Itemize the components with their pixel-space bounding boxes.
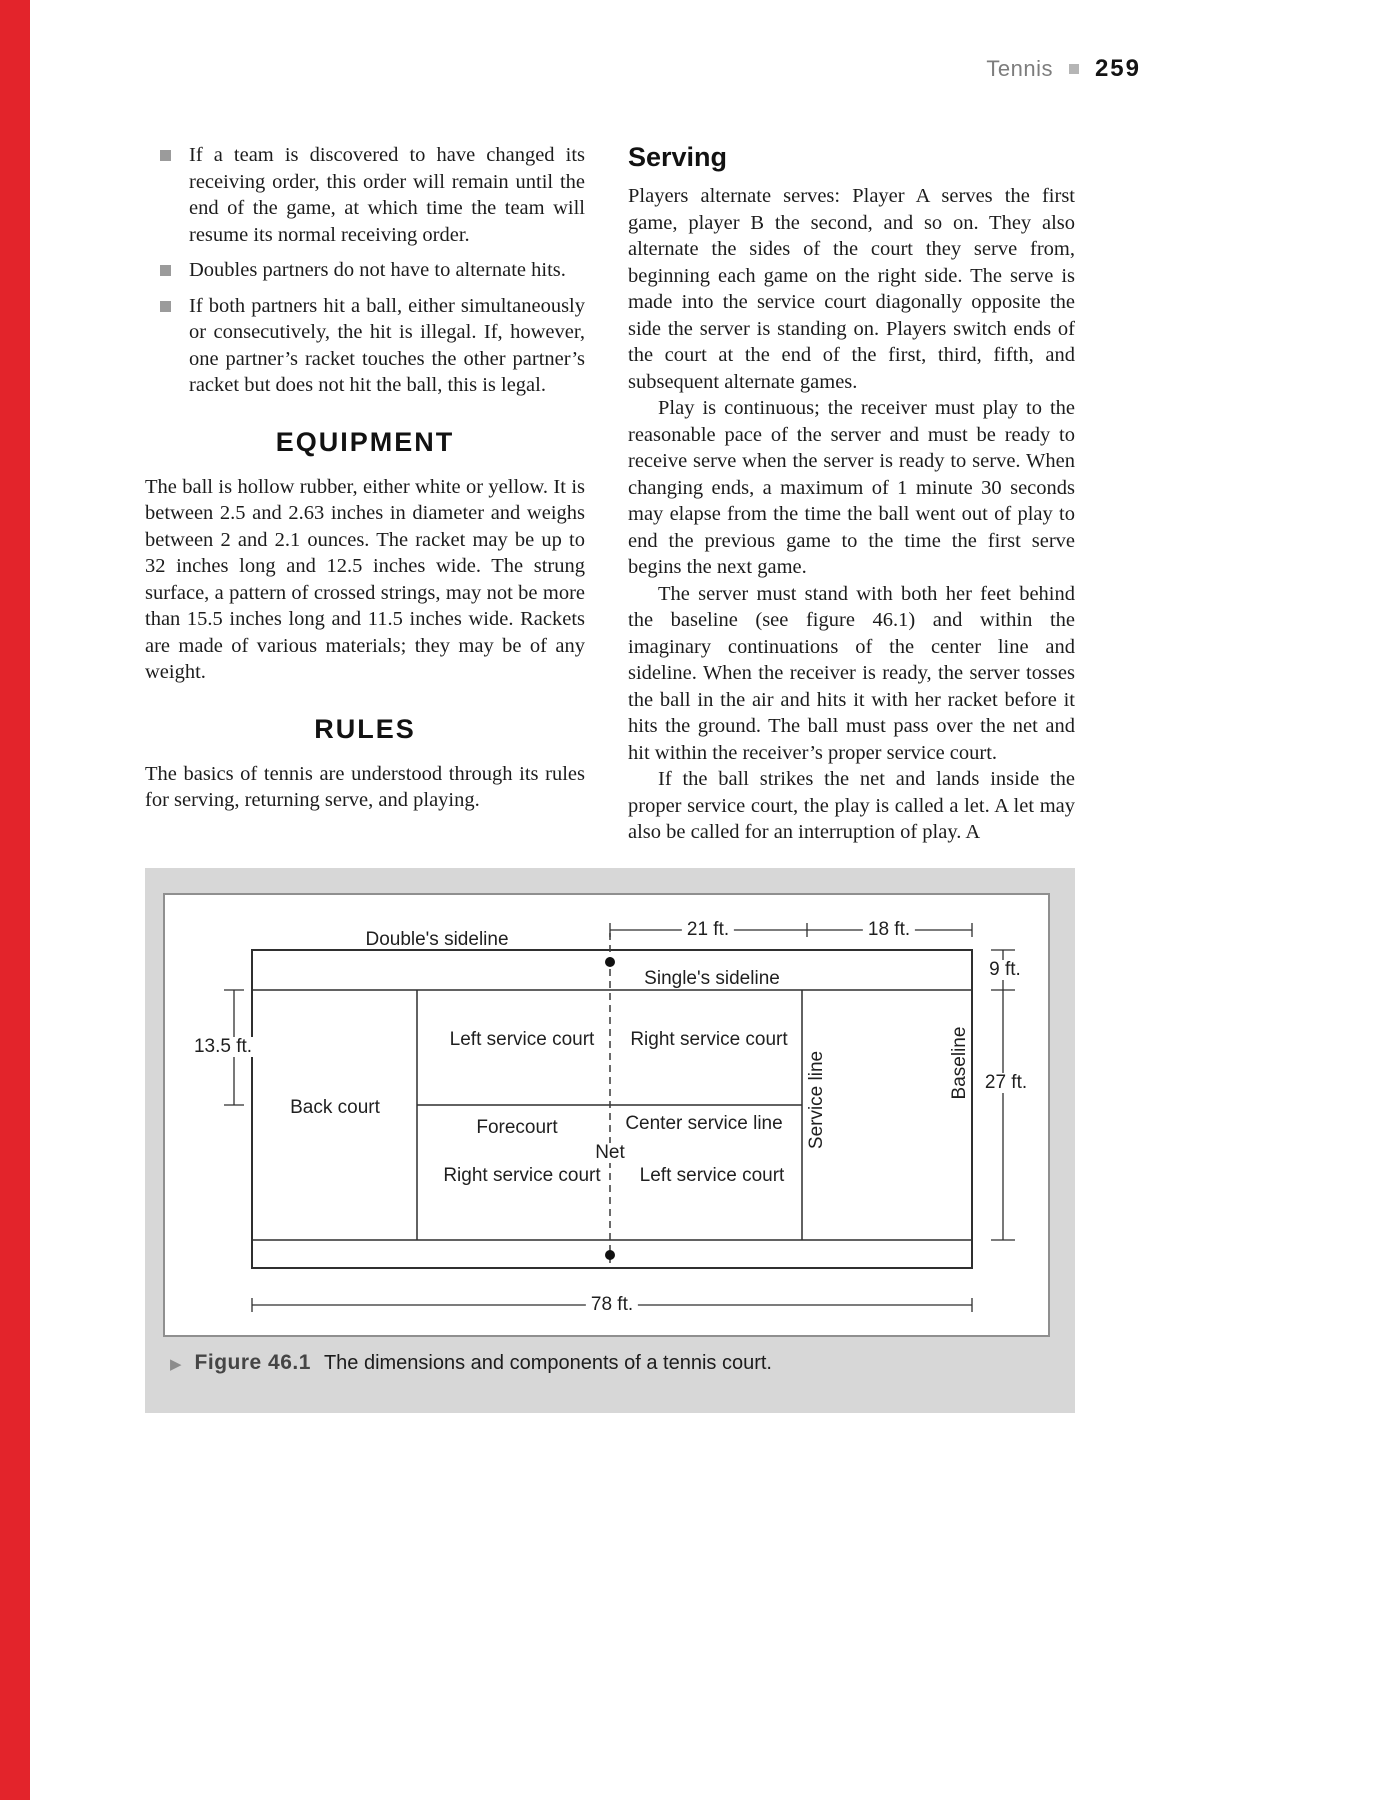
dimension-27ft-label: 27 ft. bbox=[980, 1073, 1032, 1093]
dimension-21ft-label: 21 ft. bbox=[682, 920, 734, 940]
back-court-label: Back court bbox=[290, 1097, 380, 1118]
net-label: Net bbox=[590, 1143, 630, 1163]
figure-caption-arrow-icon: ▶ bbox=[170, 1356, 182, 1373]
doubles-sideline-label: Double's sideline bbox=[365, 929, 509, 950]
bullet-square-icon bbox=[160, 265, 171, 276]
court-diagram-panel bbox=[163, 893, 1050, 1337]
bullet-text: If both partners hit a ball, either simultaneously or consecutively, the hit is illegal. If, however, one partner’s racket touches the other partner’s racket but does not hit the ball, this is legal. bbox=[189, 294, 585, 396]
list-item bbox=[160, 293, 585, 399]
singles-sideline-label: Single's sideline bbox=[644, 968, 780, 989]
text-columns bbox=[145, 142, 1075, 846]
figure-caption bbox=[170, 1351, 772, 1375]
left-column bbox=[145, 142, 585, 846]
bullet-text: If a team is discovered to have changed its receiving order, this order will remain until the end of the game, at which time the team will resume its normal receiving order. bbox=[189, 144, 585, 246]
dimension-78ft-label: 78 ft. bbox=[586, 1295, 638, 1315]
serving-heading: Serving bbox=[628, 142, 728, 172]
bullet-text: Doubles partners do not have to alternate hits. bbox=[189, 259, 566, 281]
dimension-18ft-label: 18 ft. bbox=[863, 920, 915, 940]
left-service-court-bottom-label: Left service court bbox=[639, 1165, 785, 1186]
serving-paragraph-4: If the ball strikes the net and lands inside the proper service court, the play is called a let. A let may also be called for an interruption of play. A bbox=[628, 768, 1075, 843]
service-line-label: Service line bbox=[806, 1050, 827, 1150]
bullet-square-icon bbox=[160, 150, 171, 161]
equipment-heading: EQUIPMENT bbox=[275, 426, 455, 457]
center-service-line-label: Center service line bbox=[625, 1113, 783, 1134]
forecourt-label: Forecourt bbox=[476, 1117, 558, 1138]
chapter-title: Tennis bbox=[986, 56, 1053, 81]
page-spine-bar bbox=[0, 0, 30, 1800]
dimension-9ft-label: 9 ft. bbox=[984, 960, 1026, 980]
bullet-square-icon bbox=[160, 301, 171, 312]
figure-46-1 bbox=[145, 868, 1075, 1413]
serving-paragraph-1: Players alternate serves: Player A serves the first game, player B the second, and so on. They also alternate the sides of the court they serve from, beginning each game on the right side. The serve is made into the service court diagonally opposite the side the server is standing on. Players switch ends of the court at the end of the first, third, fifth, and subsequent alternate games. bbox=[628, 185, 1075, 393]
rules-paragraph: The basics of tennis are understood through its rules for serving, returning serve, and playing. bbox=[145, 762, 585, 811]
list-item bbox=[160, 257, 585, 284]
square-bullet-icon bbox=[1069, 64, 1079, 74]
right-service-court-bottom-label: Right service court bbox=[443, 1165, 601, 1186]
right-service-court-top-label: Right service court bbox=[630, 1029, 788, 1050]
bullet-list bbox=[145, 142, 585, 399]
dimension-13-5ft-label: 13.5 ft. bbox=[189, 1037, 257, 1057]
figure-caption-label: Figure 46.1 bbox=[194, 1351, 311, 1374]
list-item bbox=[160, 142, 585, 248]
equipment-paragraph: The ball is hollow rubber, either white or yellow. It is between 2.5 and 2.63 inches in diameter and weighs between 2 and 2.1 ounces. The racket may be up to 32 inches long and 12.5 inches wide. The strung surface, a pattern of crossed strings, may not be more than 15.5 inches long and 11.5 inches wide. Rackets are made of various materials; they may be of any weight. bbox=[145, 475, 585, 683]
baseline-label: Baseline bbox=[949, 1026, 970, 1100]
serving-paragraph-3: The server must stand with both her feet behind the baseline (see figure 46.1) and within the imaginary continuations of the center line and sideline. When the receiver is ready, the server tosses the ball in the air and hits it with her racket before it hits the ground. The ball must pass over the net and hit within the receiver’s proper service court. bbox=[628, 582, 1075, 764]
figure-caption-text: The dimensions and components of a tennis court. bbox=[323, 1352, 772, 1374]
right-column bbox=[628, 142, 1075, 846]
rules-heading: RULES bbox=[314, 713, 416, 744]
running-head bbox=[700, 55, 1141, 83]
left-service-court-top-label: Left service court bbox=[449, 1029, 595, 1050]
page-number: 259 bbox=[1094, 55, 1141, 82]
serving-paragraph-2: Play is continuous; the receiver must play to the reasonable pace of the server and must be ready to receive serve when the server is ready to serve. When changing ends, a maximum of 1 minute 30 seconds may elapse from the time the ball went out of play to end the previous game to the time the first serve begins the next game. bbox=[628, 397, 1075, 578]
